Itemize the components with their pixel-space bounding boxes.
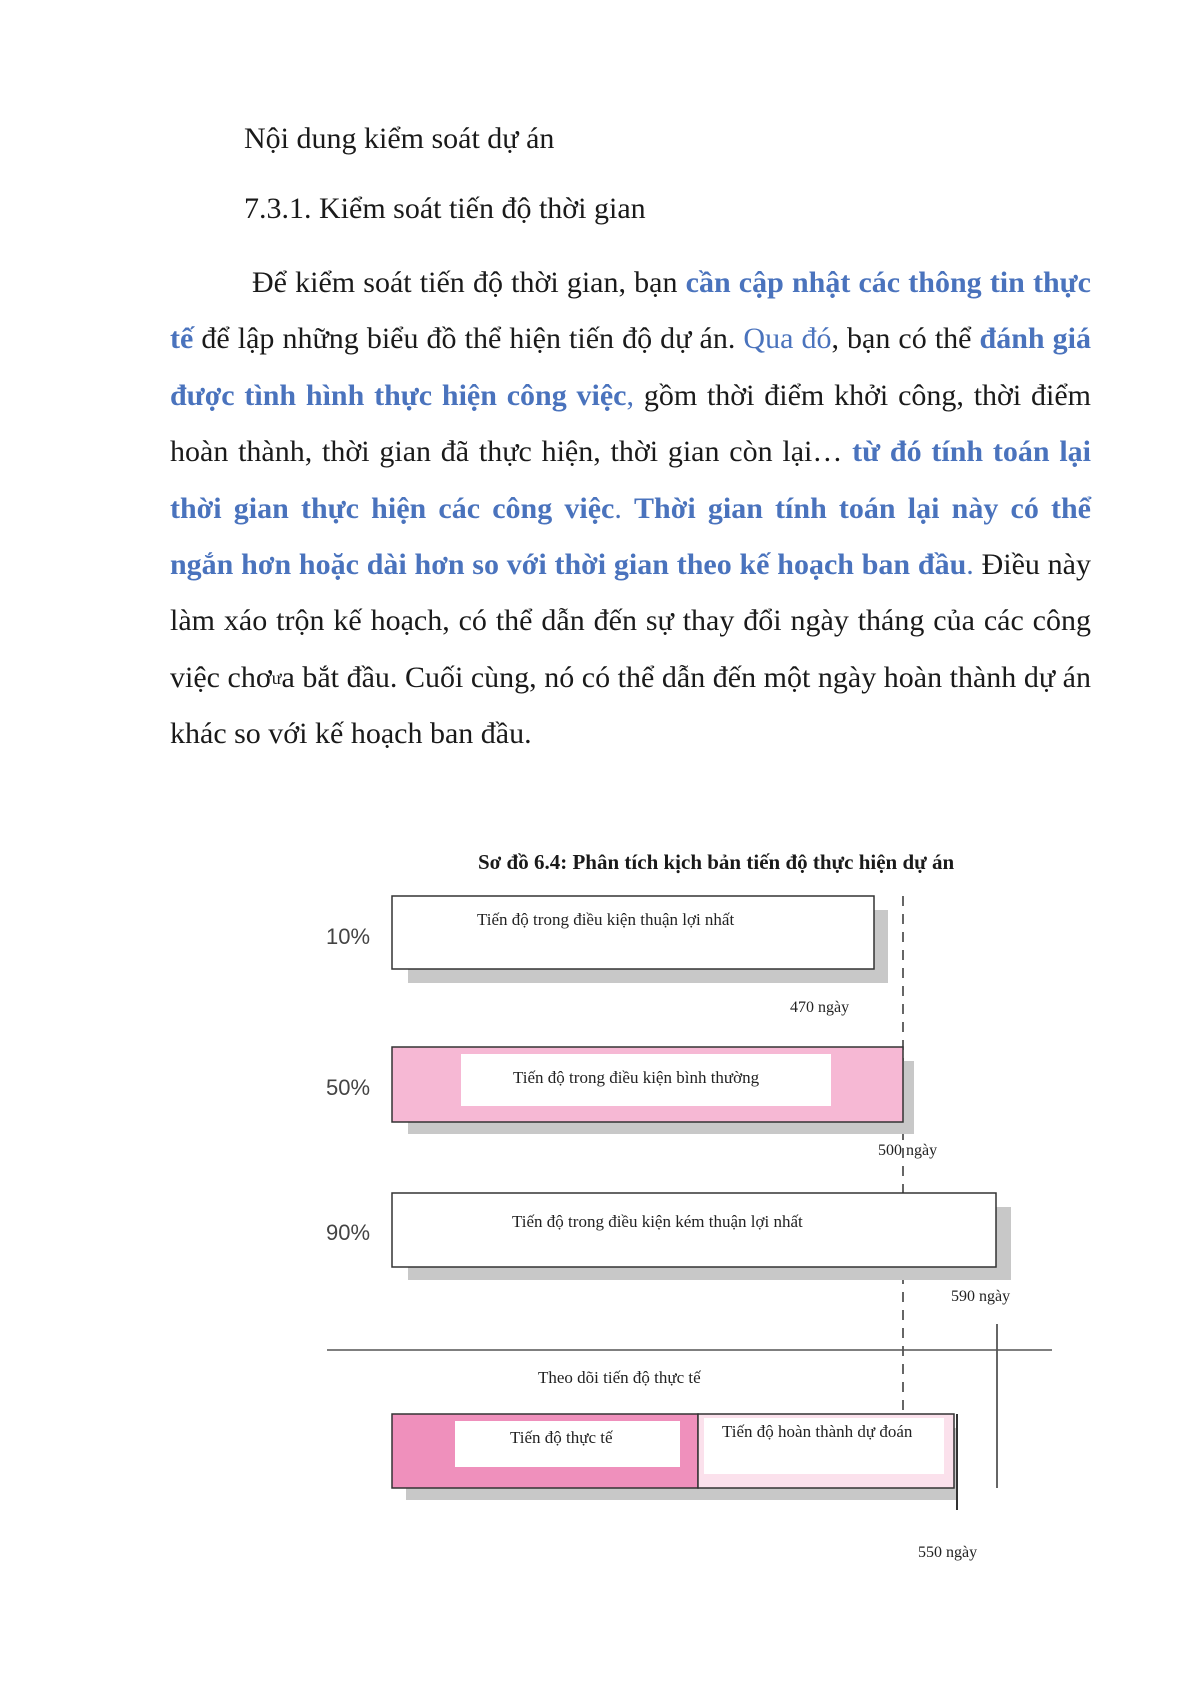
highlight-run: , — [626, 378, 644, 412]
highlight-run: Qua đó — [743, 322, 832, 356]
section-heading: Nội dung kiểm soát dự án — [244, 122, 555, 155]
run: để lập những biểu đồ thể hiện tiến độ dự án. — [193, 322, 744, 356]
run: gồm thời điểm khởi công, thời điểm hoàn thành, thời gian đã thực hiện, thời gian còn lại… — [170, 378, 1092, 469]
percent-label-10: 10% — [326, 924, 371, 949]
highlight-run: từ đó tính toán lại thời gian thực hiện các công việc — [170, 435, 1091, 525]
tracking-title: Theo dõi tiến độ thực tế — [538, 1368, 701, 1387]
bar-label-normal-case: Tiến độ trong điều kiện bình thường — [513, 1068, 760, 1087]
bar-label-worst-case: Tiến độ trong điều kiện kém thuận lợi nhất — [512, 1212, 803, 1231]
diagram-title: Sơ đồ 6.4: Phân tích kịch bản tiến độ thực hiện dự án — [478, 850, 955, 874]
bar-label-best-case: Tiến độ trong điều kiện thuận lợi nhất — [477, 910, 735, 929]
days-label-470: 470 ngày — [790, 999, 850, 1016]
days-label-550: 550 ngày — [918, 1544, 978, 1561]
run: Điều này làm xáo trộn kế hoạch, có thể dẫn đến sự thay đổi ngày tháng của các công việc chơ — [170, 548, 1091, 694]
highlight-run: đánh giá được tình hình thực hiện công việc — [170, 322, 1092, 412]
percent-label-90: 90% — [326, 1220, 371, 1245]
bar-label-forecast: Tiến độ hoàn thành dự đoán — [722, 1422, 913, 1441]
subsection-heading: 7.3.1. Kiểm soát tiến độ thời gian — [244, 192, 646, 225]
run: Để kiểm soát tiến độ thời gian, bạn — [252, 266, 686, 299]
highlight-run: cần cập nhật các thông tin thực tế — [170, 266, 1091, 356]
run: , bạn có thể — [831, 322, 980, 356]
run: a bắt đầu. Cuối cùng, nó có thể dẫn đến một ngày hoàn thành dự án khác so với kế hoạch ban đầu. — [170, 660, 1091, 751]
bar-best-case — [392, 896, 874, 969]
highlight-run: . — [966, 548, 982, 582]
percent-label-50: 50% — [326, 1075, 371, 1100]
bar-label-actual: Tiến độ thực tế — [510, 1428, 613, 1447]
days-label-590: 590 ngày — [951, 1288, 1011, 1305]
highlight-run: Thời gian tính toán lại này có thể ngắn hơn hoặc dài hơn so với thời gian theo kế hoạch ban đầu — [170, 491, 1091, 582]
run: ư — [271, 667, 282, 688]
highlight-run: . — [614, 491, 635, 525]
days-label-500: 500 ngày — [878, 1142, 938, 1159]
